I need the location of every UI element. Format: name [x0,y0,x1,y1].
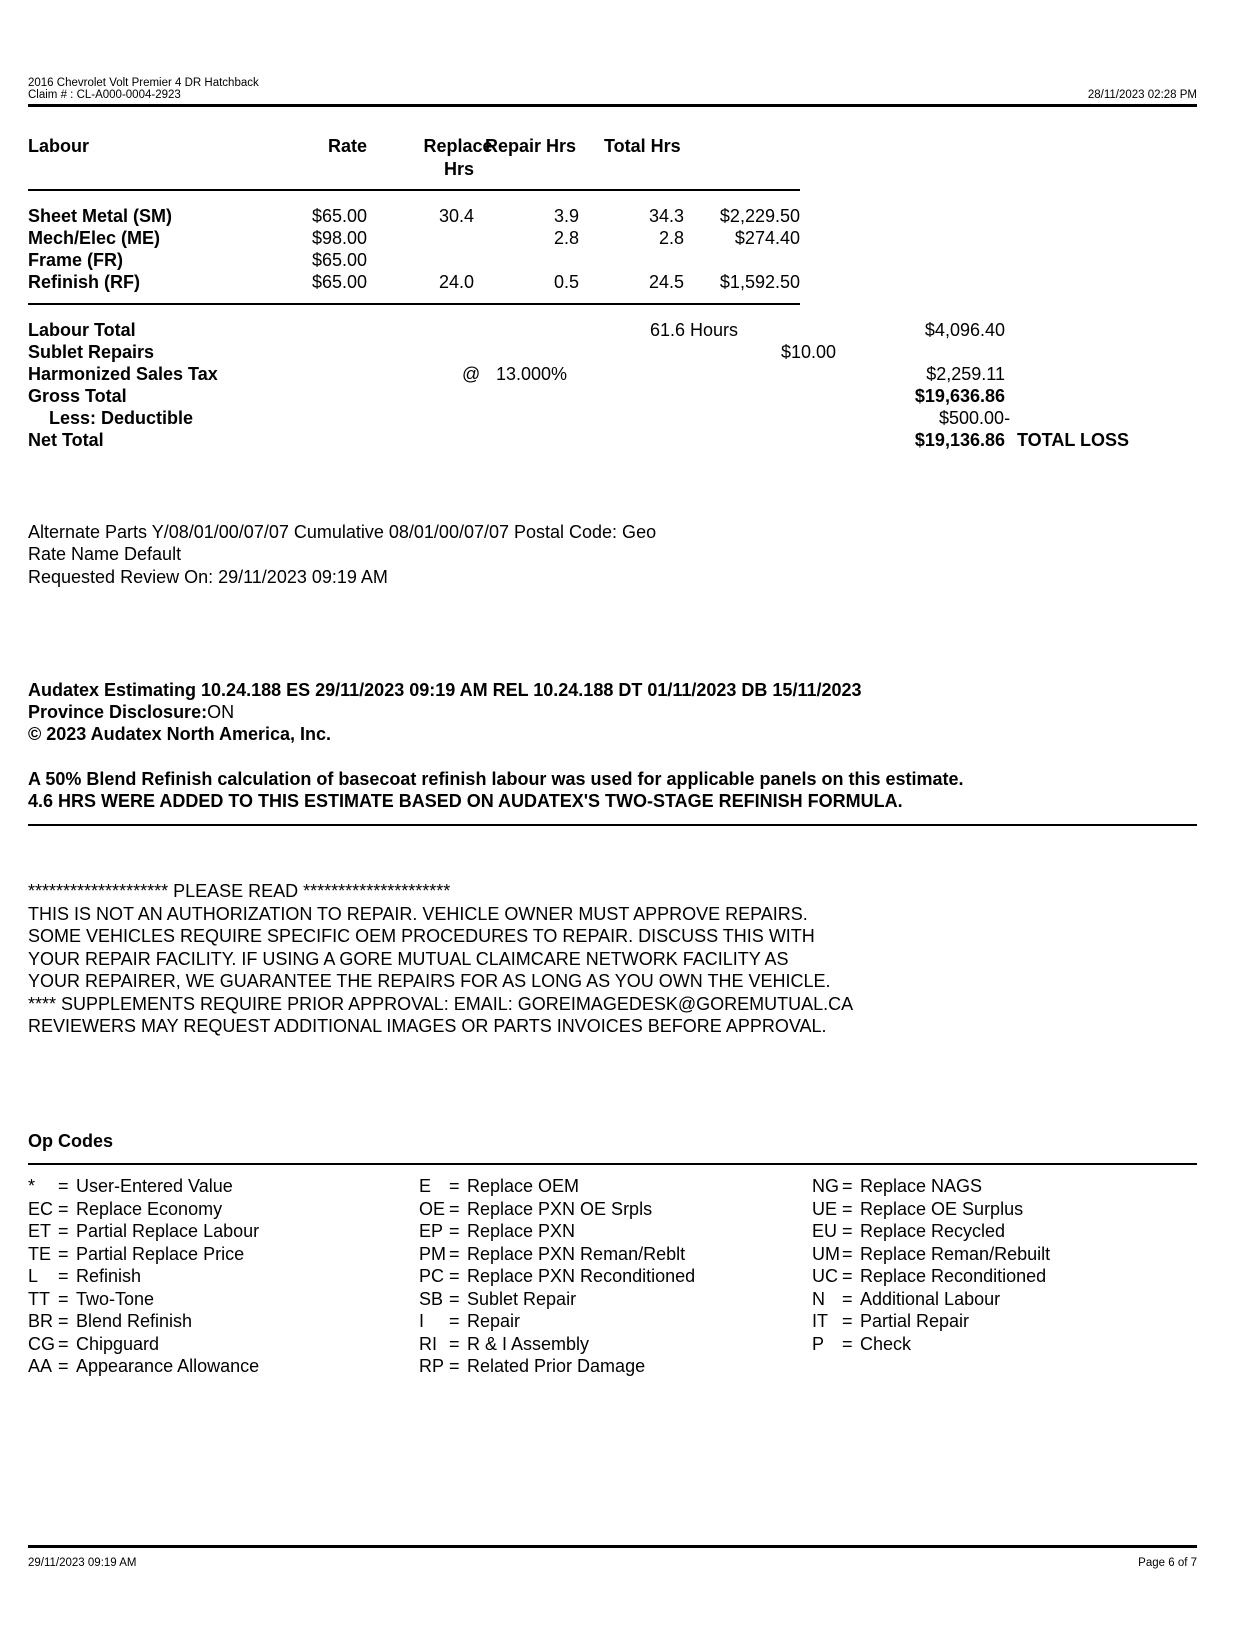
op-code-equals: = [842,1266,853,1286]
op-code-equals: = [449,1176,460,1196]
op-code: RP [419,1356,445,1376]
op-code: BR [28,1311,54,1331]
op-code-desc: Partial Replace Labour [76,1221,260,1241]
labour-name: Refinish (RF) [28,272,140,292]
vehicle-description: 2016 Chevrolet Volt Premier 4 DR Hatchback [28,77,259,89]
op-code: UE [812,1198,838,1219]
deductible-row [0,407,1240,429]
sublet-amount: $10.00 [780,342,836,362]
op-code-item [419,1220,779,1243]
op-codes-rule [28,1163,1197,1165]
op-code-equals: = [58,1176,69,1196]
op-code: TT [28,1288,50,1309]
op-code-equals: = [449,1311,460,1331]
tax-label: Harmonized Sales Tax [28,364,218,384]
notice-line: THIS IS NOT AN AUTHORIZATION TO REPAIR. VEHICLE OWNER MUST APPROVE REPAIRS. [28,903,808,924]
op-codes-column-1 [28,1175,388,1378]
op-code-item [419,1243,779,1266]
op-codes-title: Op Codes [28,1131,114,1151]
op-code: P [812,1333,825,1354]
col-labour: Labour [28,136,89,156]
op-code: TE [28,1243,52,1264]
op-code: RI [419,1333,437,1354]
refinish-hrs-note: 4.6 HRS WERE ADDED TO THIS ESTIMATE BASED ON AUDATEX'S TWO-STAGE REFINISH FORMULA. [28,791,903,811]
gross-row [0,385,1240,407]
op-code-equals: = [842,1243,853,1264]
labour-total-hrs: 24.5 [648,272,684,292]
notice-line: SOME VEHICLES REQUIRE SPECIFIC OEM PROCEDURES TO REPAIR. DISCUSS THIS WITH [28,926,815,946]
op-code-desc: Replace PXN Reconditioned [467,1266,696,1286]
op-code-item [812,1310,1192,1333]
footer-datetime: 29/11/2023 09:19 AM [28,1557,137,1569]
blend-note: A 50% Blend Refinish calculation of basecoat refinish labour was used for applicable panels on this estimate. [28,769,964,789]
op-code-desc: Refinish [76,1266,142,1286]
op-code-item [419,1198,779,1221]
op-code-desc: Repair [467,1311,521,1331]
op-code-desc: Replace OEM [467,1176,580,1196]
tax-rate: 13.000% [496,364,568,384]
labour-total-amount: $4,096.40 [924,320,1005,340]
op-code: EP [419,1221,444,1241]
net-note: TOTAL LOSS [1017,430,1130,450]
op-code: * [28,1176,36,1196]
tax-at: @ [462,364,481,384]
op-code: EC [28,1198,54,1219]
op-code-equals: = [449,1243,460,1264]
op-code-item [28,1198,388,1221]
op-code-equals: = [449,1266,460,1286]
op-code: AA [28,1356,53,1376]
op-code-desc: Partial Repair [860,1311,970,1331]
page-number: Page 6 of 7 [1138,1557,1197,1569]
labour-rate: $65.00 [311,272,367,292]
notice-line: YOUR REPAIRER, WE GUARANTEE THE REPAIRS FOR AS LONG AS YOU OWN THE VEHICLE. [28,971,831,991]
labour-repair-hrs: 2.8 [553,228,579,248]
labour-row [0,205,1240,227]
op-code-equals: = [58,1198,69,1219]
header-datetime: 28/11/2023 02:28 PM [1087,89,1197,101]
op-code: OE [419,1198,446,1219]
labour-table-header [0,135,1240,185]
notice-line: YOUR REPAIR FACILITY. IF USING A GORE MUTUAL CLAIMCARE NETWORK FACILITY AS [28,948,789,969]
op-code-item [812,1265,1192,1288]
op-code: I [419,1311,425,1331]
op-code-equals: = [58,1288,69,1309]
op-code-equals: = [449,1288,460,1309]
province-value: ON [207,702,235,722]
labour-amount: $1,592.50 [719,272,800,292]
op-code-desc: Additional Labour [860,1288,1001,1309]
sublet-label: Sublet Repairs [28,342,155,362]
op-code-desc: Replace PXN OE Srpls [467,1198,653,1219]
please-read-notice [28,880,853,1038]
province-disclosure [28,701,234,724]
requested-review: Requested Review On: 29/11/2023 09:19 AM [28,567,388,587]
labour-total-label: Labour Total [28,320,136,340]
op-code-item [419,1310,779,1333]
notice-line: ******************** PLEASE READ ********************* [28,881,451,901]
labour-rate: $65.00 [311,206,367,226]
op-code-desc: Chipguard [76,1333,160,1354]
notice-line: **** SUPPLEMENTS REQUIRE PRIOR APPROVAL: EMAIL: GOREIMAGEDESK@GOREMUTUAL.CA [28,993,854,1014]
op-code-equals: = [842,1333,853,1354]
labour-row [0,271,1240,293]
labour-row [0,249,1240,271]
op-code-desc: Replace PXN Reman/Reblt [467,1243,686,1264]
claim-number: Claim # : CL-A000-0004-2923 [28,89,181,101]
op-code-equals: = [842,1198,853,1219]
op-code-item [28,1310,388,1333]
op-code-equals: = [449,1333,460,1354]
deductible-amount: $500.00- [939,408,1011,428]
op-code-item [28,1288,388,1311]
op-code-desc: Replace OE Surplus [860,1198,1024,1219]
labour-rate: $98.00 [311,228,367,248]
net-amount: $19,136.86 [914,430,1005,450]
op-code-equals: = [58,1356,69,1376]
op-code: L [28,1266,39,1286]
labour-name: Frame (FR) [28,250,124,270]
op-code: PC [419,1266,445,1286]
op-code-desc: Replace NAGS [860,1176,983,1196]
labour-total-hrs: 2.8 [658,228,684,248]
op-code: ET [28,1221,52,1241]
op-code-item [28,1175,388,1198]
gross-label: Gross Total [28,386,127,406]
notice-line: REVIEWERS MAY REQUEST ADDITIONAL IMAGES OR PARTS INVOICES BEFORE APPROVAL. [28,1016,827,1036]
op-code-desc: Related Prior Damage [467,1356,646,1376]
labour-replace-hrs: 30.4 [438,206,474,226]
op-code-equals: = [449,1356,460,1376]
op-code-item [419,1265,779,1288]
gross-amount: $19,636.86 [914,386,1005,406]
op-code-item [28,1220,388,1243]
op-code-item [28,1265,388,1288]
op-code-item [419,1333,779,1356]
op-code-desc: Two-Tone [76,1288,155,1309]
sublet-row [0,341,1240,363]
op-code-desc: Replace Recycled [860,1221,1006,1241]
col-repair-hrs: Repair Hrs [485,136,577,156]
op-code: UM [812,1243,840,1264]
col-total-hrs: Total Hrs [604,136,681,156]
op-code: SB [419,1288,444,1309]
op-code-item [419,1175,779,1198]
op-code-equals: = [58,1333,69,1354]
col-replace-hrs-line2: Hrs [443,158,474,179]
copyright: © 2023 Audatex North America, Inc. [28,724,332,744]
labour-total-hrs: 34.3 [648,206,684,226]
op-code: EU [812,1221,838,1241]
labour-row [0,227,1240,249]
op-code-equals: = [58,1311,69,1331]
deductible-label: Less: Deductible [49,408,194,428]
op-code-equals: = [58,1243,69,1264]
op-code-desc: R & I Assembly [467,1333,590,1354]
op-code-desc: Replace PXN [467,1221,576,1241]
op-code-item [812,1175,1192,1198]
labour-table-bottom-rule [28,303,800,305]
op-code-item [28,1355,388,1378]
op-code-item [812,1220,1192,1243]
op-code-equals: = [842,1311,853,1331]
labour-repair-hrs: 0.5 [553,272,579,292]
header-rule [28,104,1197,107]
op-code-equals: = [58,1266,69,1286]
op-code-equals: = [449,1198,460,1219]
labour-name: Mech/Elec (ME) [28,228,161,248]
op-codes-column-3 [812,1175,1192,1355]
op-code-desc: Blend Refinish [76,1311,193,1331]
labour-amount: $2,229.50 [719,206,800,226]
op-code-item [812,1198,1192,1221]
op-code-item [28,1243,388,1266]
labour-table-top-rule [28,189,800,191]
op-code-desc: Replace Reconditioned [860,1266,1047,1286]
op-code-desc: Replace Reman/Rebuilt [860,1243,1051,1264]
net-row [0,429,1240,451]
op-code: CG [28,1333,55,1354]
op-code-item [812,1288,1192,1311]
province-label: Province Disclosure: [28,702,208,722]
audatex-version: Audatex Estimating 10.24.188 ES 29/11/2023 09:19 AM REL 10.24.188 DT 01/11/2023 DB 15/11/2023 [28,680,862,700]
labour-total-row [0,319,1240,341]
op-code-desc: Appearance Allowance [76,1356,260,1376]
labour-total-hours: 61.6 Hours [650,320,739,340]
labour-repair-hrs: 3.9 [553,206,579,226]
col-rate: Rate [327,136,367,156]
op-code: NG [812,1176,839,1196]
op-code-desc: Partial Replace Price [76,1243,245,1264]
op-code-equals: = [842,1221,853,1241]
op-code: IT [812,1311,828,1331]
op-code: UC [812,1266,838,1286]
rate-name: Rate Name Default [28,544,182,564]
op-code-desc: Sublet Repair [467,1288,577,1309]
op-code: PM [419,1243,446,1264]
labour-name: Sheet Metal (SM) [28,206,173,226]
op-code-equals: = [842,1288,853,1309]
op-codes-column-2 [419,1175,779,1378]
labour-rate: $65.00 [311,250,367,270]
op-code: E [419,1176,432,1196]
op-code-item [812,1333,1192,1356]
labour-replace-hrs: 24.0 [438,272,474,292]
audatex-rule [28,824,1197,826]
op-code-desc: Check [860,1333,912,1354]
col-replace-hrs-line1: Replace [423,136,493,156]
op-code-desc: Replace Economy [76,1198,223,1219]
net-label: Net Total [28,430,104,450]
op-code-item [419,1355,779,1378]
op-code-item [812,1243,1192,1266]
op-code-item [419,1288,779,1311]
op-code-item [28,1333,388,1356]
op-code-equals: = [58,1221,69,1241]
tax-row [0,363,1240,385]
footer-rule [28,1545,1197,1548]
op-code-equals: = [842,1176,853,1196]
op-code-desc: User-Entered Value [76,1176,233,1196]
alternate-parts: Alternate Parts Y/08/01/00/07/07 Cumulative 08/01/00/07/07 Postal Code: Geo [28,522,657,542]
op-code-equals: = [449,1221,460,1241]
op-code: N [812,1288,825,1309]
labour-amount: $274.40 [734,228,800,248]
tax-amount: $2,259.11 [926,364,1005,384]
